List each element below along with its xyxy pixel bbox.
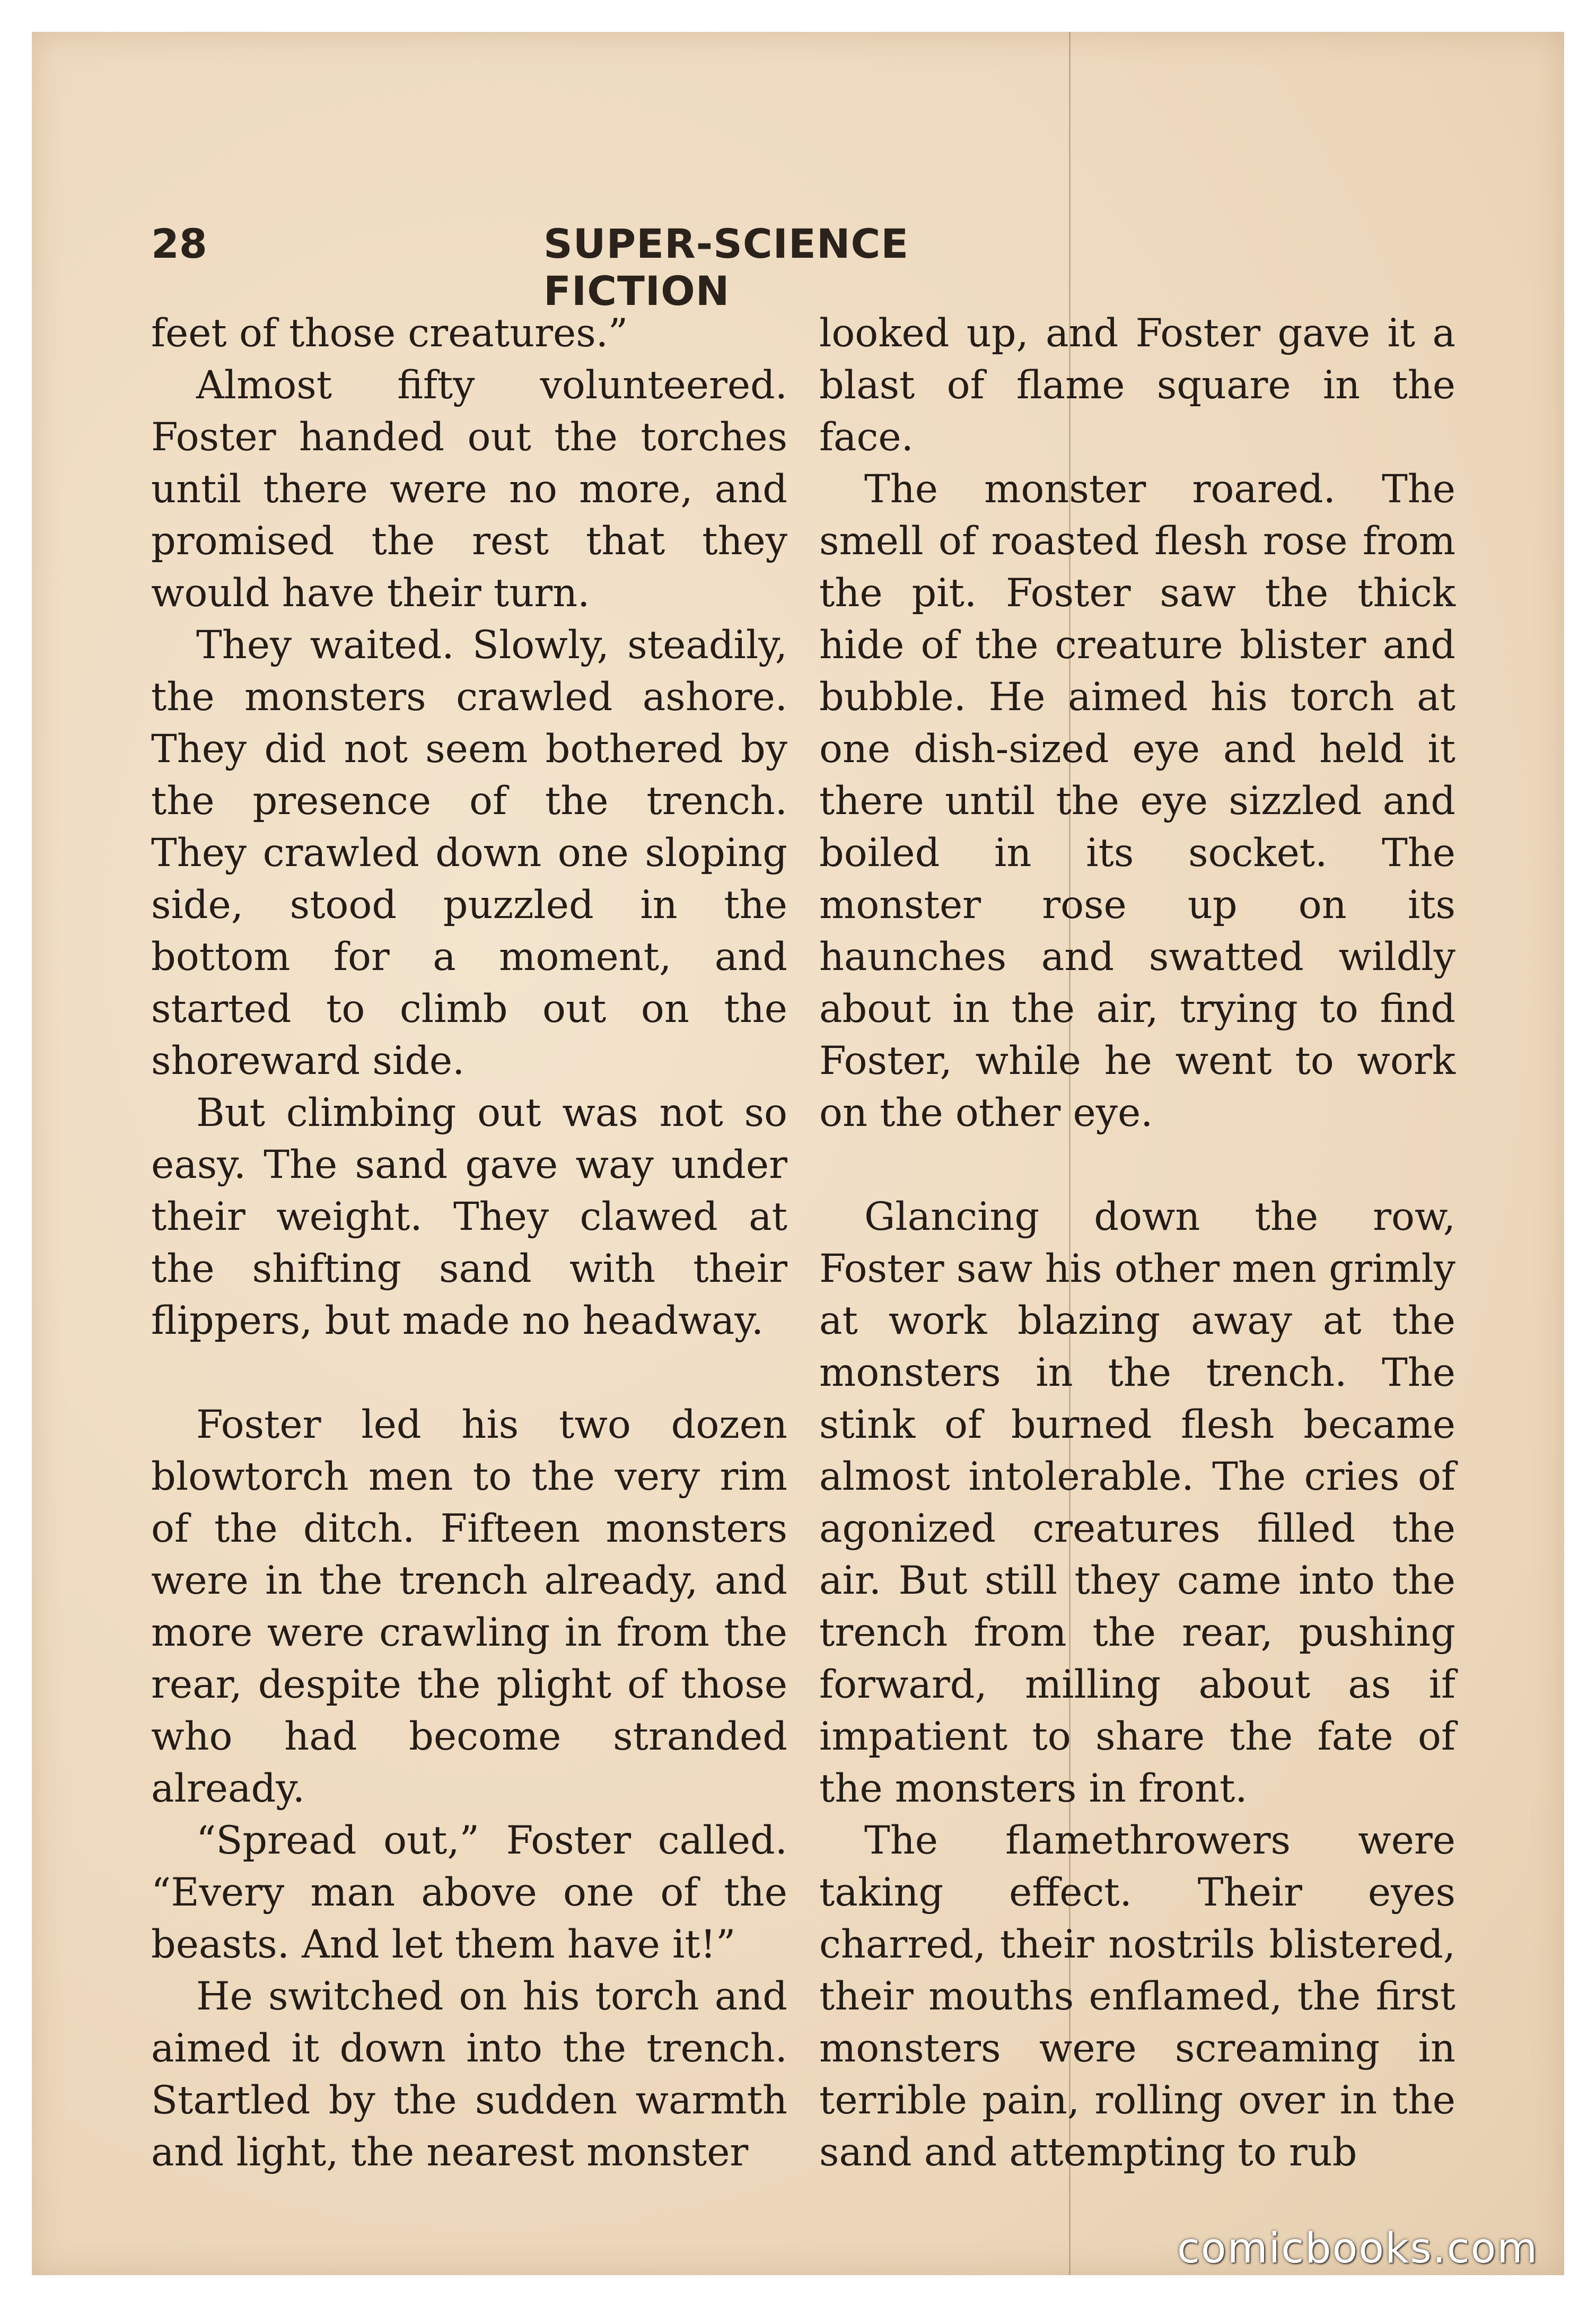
paragraph: Foster led his two dozen blowtorch men to the very rim of the ditch. Fifteen monsters were in the trench already, and more were crawling in from the rear, despite the plight of those who had become stranded already. [151, 1402, 787, 1811]
left-column [151, 308, 787, 2179]
paragraph: looked up, and Foster gave it a blast of flame square in the face. [819, 311, 1455, 460]
page-header [151, 220, 1053, 314]
paragraph: “Spread out,” Foster called. “Every man above one of the beasts. And let them have it!” [151, 1818, 787, 1967]
running-title: SUPER-SCIENCE FICTION [543, 220, 909, 314]
paragraph: Almost fifty volunteered. Foster handed out the torches until there were no more, and promised the rest that they would have their turn. [151, 363, 787, 616]
watermark: comicbooks.com [1177, 2225, 1539, 2273]
paragraph: They waited. Slowly, steadily, the monsters crawled ashore. They did not seem bothered by the presence of the trench. They crawled down one sloping side, stood puzzled in the bottom for a moment, and started to climb out on the shoreward side. [151, 623, 787, 1083]
right-column [819, 308, 1455, 2179]
page-number: 28 [151, 220, 207, 267]
paragraph: He switched on his torch and aimed it down into the trench. Startled by the sudden warmth and light, the nearest monster [151, 1974, 787, 2175]
paragraph: The flamethrowers were taking effect. Their eyes charred, their nostrils blistered, their mouths enflamed, the first monsters were screaming in terrible pain, rolling over in the sand and attempting to rub [819, 1818, 1455, 2175]
paragraph: feet of those creatures.” [151, 311, 628, 356]
paragraph: Glancing down the row, Foster saw his other men grimly at work blazing away at the monsters in the trench. The stink of burned flesh became almost intolerable. The cries of agonized creatures filled the air. But still they came into the trench from the rear, pushing forward, milling about as if impatient to share the fate of the monsters in front. [819, 1194, 1455, 1811]
paragraph: But climbing out was not so easy. The sand gave way under their weight. They clawed at the shifting sand with their flippers, but made no headway. [151, 1090, 787, 1343]
paragraph: The monster roared. The smell of roasted flesh rose from the pit. Foster saw the thick hide of the creature blister and bubble. He aimed his torch at one dish-sized eye and held it there until the eye sizzled and boiled in its socket. The monster rose up on its haunches and swatted wildly about in the air, trying to find Foster, while he went to work on the other eye. [819, 467, 1455, 1135]
